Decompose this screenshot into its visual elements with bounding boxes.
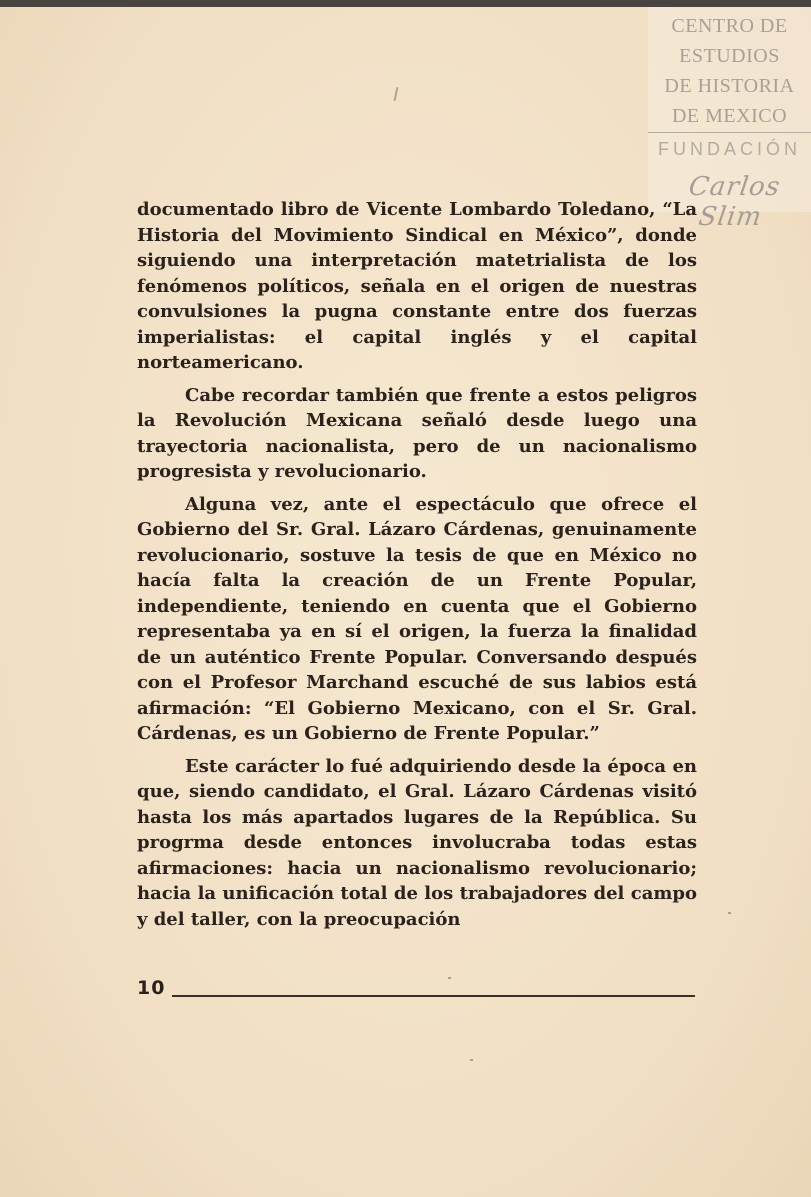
watermark-divider (648, 132, 811, 133)
body-text (137, 197, 697, 939)
watermark-line-4: DE MEXICO (671, 105, 788, 127)
paragraph-4: Este carácter lo fué adquiriendo desde la época en que, siendo candidato, el Gral. Lázaro Cárdenas visitó hasta los más apartados lugares de la República. Su progrma desde entonces involucraba todas estas afirmaciones: hacia un nacionalismo revolucionario; hacia la unificación total de los trabajadores del campo y del taller, con la preocupación (137, 755, 697, 930)
paper-speck (470, 1059, 473, 1061)
ink-mark (394, 87, 399, 101)
page-number: 10 (137, 977, 166, 999)
paper-speck (728, 912, 731, 914)
paper-speck (448, 977, 451, 979)
scan-top-edge (0, 0, 811, 7)
paragraph-2: Cabe recordar también que frente a estos peligros la Revolución Mexicana señaló desde luego una trayectoria nacionalista, pero de un nacionalismo progresista y revolucionario. (137, 384, 697, 482)
footer-rule (172, 995, 695, 997)
document-page (0, 7, 811, 1197)
watermark-foundation: FUNDACIÓN (658, 139, 801, 159)
paragraph-3: Alguna vez, ante el espectáculo que ofrece el Gobierno del Sr. Gral. Lázaro Cárdenas, genuinamente revolucionario, sostuve la tesis de que en México no hacía falta la creación de un Frente Popular, independiente, teniendo en cuenta que el Gobierno representaba ya en sí el origen, la fuerza la finalidad de un auténtico Frente Popular. Conversando después con el Profesor Marchand escuché de sus labios está afirmación: “El Gobierno Mexicano, con el Sr. Gral. Cárdenas, es un Gobierno de Frente Popular.” (137, 493, 697, 744)
watermark-line-1: CENTRO DE (671, 15, 788, 37)
paragraph-1: documentado libro de Vicente Lombardo Toledano, “La Historia del Movimiento Sindical en México”, donde siguiendo una interpretación matetrialista de los fenómenos políticos, señala en el origen de nuestras convulsiones la pugna constante entre dos fuerzas imperialistas: el capital inglés y el capital norteamericano. (137, 199, 697, 373)
watermark-signature: Carlos Slim (686, 172, 783, 232)
watermark-line-3: DE HISTORIA (664, 75, 795, 97)
archive-watermark (648, 7, 811, 232)
watermark-line-2: ESTUDIOS (679, 45, 780, 67)
